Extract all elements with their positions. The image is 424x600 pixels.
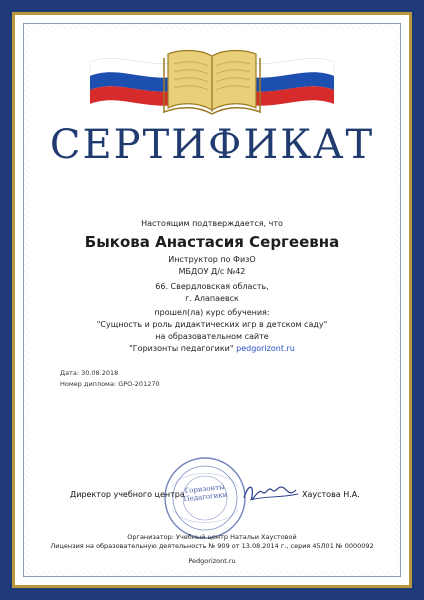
site-name: "Горизонты педагогики" xyxy=(129,344,234,353)
director-label: Директор учебного центра xyxy=(70,490,185,499)
signature-icon xyxy=(240,478,300,508)
certificate-title: СЕРТИФИКАТ xyxy=(49,122,375,168)
license-line: Лицензия на образовательную деятельность № 909 от 13.08.2014 г., серия 45Л01 № 0000092 xyxy=(50,542,374,550)
stamp-label: Горизонты Педагогики xyxy=(183,482,228,504)
issue-date: Дата: 30.08.2018 xyxy=(60,369,119,377)
footer-site[interactable]: Pedgorizont.ru xyxy=(188,557,236,565)
course-title: "Сущность и роль дидактических игр в детском саду" xyxy=(96,320,328,329)
site-link[interactable]: pedgorizont.ru xyxy=(236,344,295,353)
recipient-name: Быкова Анастасия Сергеевна xyxy=(84,233,340,251)
open-book-with-flag-icon xyxy=(80,40,344,120)
site-name-line xyxy=(0,343,424,355)
organizer-line: Организатор: Учебный центр Натальи Хаустовой xyxy=(127,533,297,541)
recipient-city: г. Алапаевск xyxy=(185,294,239,303)
certificate-meta xyxy=(60,368,160,390)
recipient-position: Инструктор по ФизО xyxy=(168,255,256,264)
site-line: на образовательном сайте xyxy=(155,332,269,341)
director-name: Хаустова Н.А. xyxy=(302,490,360,499)
certificate-main-text xyxy=(0,218,424,355)
certificate-footer xyxy=(0,533,424,566)
diploma-number: Номер диплома: GPO-201270 xyxy=(60,380,160,388)
recipient-region: 66. Свердловская область, xyxy=(155,282,269,291)
intro-text: Настоящим подтверждается, что xyxy=(141,219,283,228)
recipient-organization: МБДОУ Д/с №42 xyxy=(178,267,246,276)
course-intro: прошел(ла) курс обучения: xyxy=(154,308,270,317)
